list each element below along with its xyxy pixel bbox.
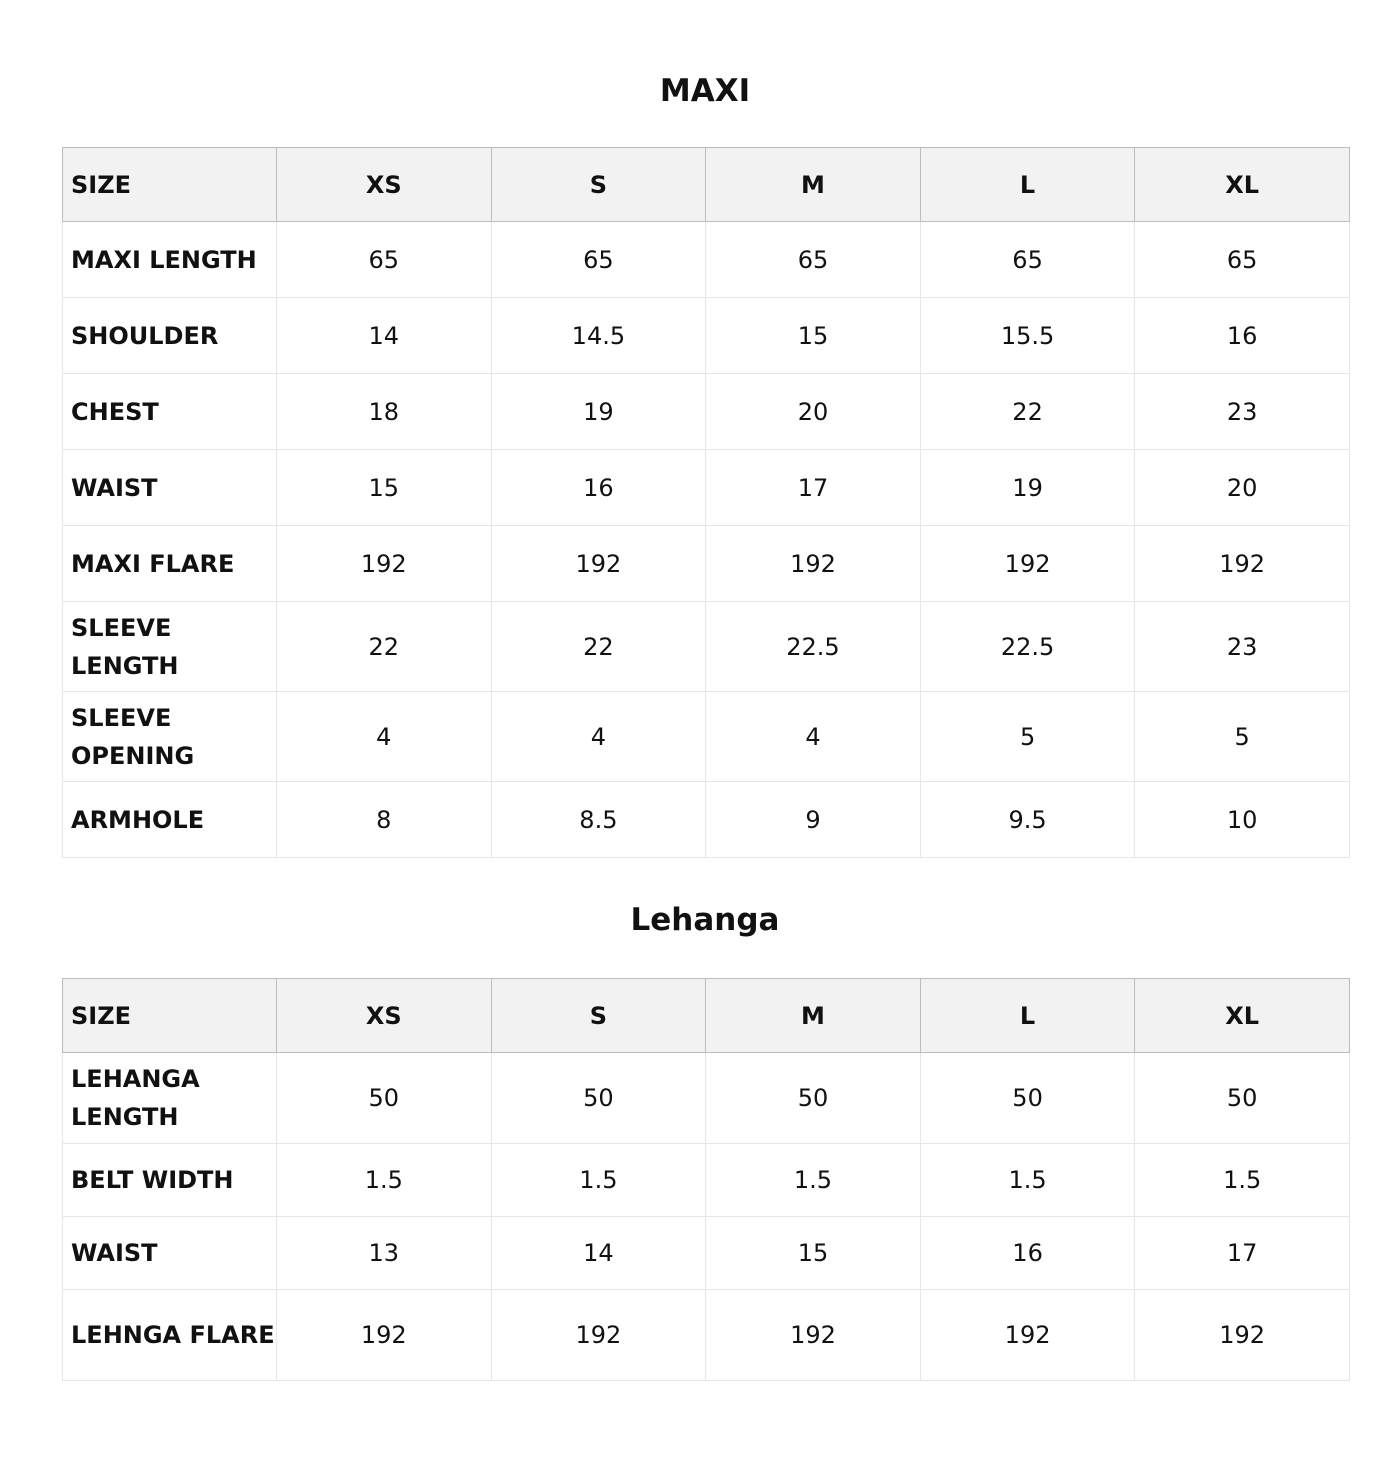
table-cell: 9 (706, 782, 921, 858)
table-cell: 22.5 (706, 602, 921, 692)
table-cell: 15 (706, 1217, 921, 1290)
table-cell: 8 (277, 782, 492, 858)
column-header: SIZE (63, 979, 277, 1053)
table-cell: 192 (1135, 1290, 1350, 1381)
table-cell: 16 (491, 450, 706, 526)
table-row (63, 602, 1350, 692)
table-cell: 15.5 (920, 298, 1135, 374)
table-cell: 1.5 (706, 1144, 921, 1217)
table-cell: 65 (1135, 222, 1350, 298)
table-cell: 22 (491, 602, 706, 692)
table-row (63, 1290, 1350, 1381)
table-row (63, 526, 1350, 602)
table-cell: 50 (920, 1053, 1135, 1144)
table-cell: 1.5 (920, 1144, 1135, 1217)
row-label: WAIST (63, 1217, 277, 1290)
column-header: M (706, 979, 921, 1053)
column-header: XS (277, 148, 492, 222)
table-cell: 19 (491, 374, 706, 450)
table-cell: 4 (277, 692, 492, 782)
column-header: XL (1135, 148, 1350, 222)
table-row (63, 692, 1350, 782)
row-label: SHOULDER (63, 298, 277, 374)
row-label: MAXI LENGTH (63, 222, 277, 298)
row-label: MAXI FLARE (63, 526, 277, 602)
table-cell: 192 (920, 1290, 1135, 1381)
table-cell: 5 (920, 692, 1135, 782)
table-cell: 5 (1135, 692, 1350, 782)
table-cell: 192 (1135, 526, 1350, 602)
column-header: L (920, 979, 1135, 1053)
maxi-size-table (62, 147, 1350, 858)
row-label: SLEEVE OPENING (63, 692, 277, 782)
table-cell: 192 (277, 1290, 492, 1381)
table-cell: 192 (920, 526, 1135, 602)
table-cell: 192 (277, 526, 492, 602)
table-cell: 8.5 (491, 782, 706, 858)
table-cell: 9.5 (920, 782, 1135, 858)
table-cell: 13 (277, 1217, 492, 1290)
table-cell: 192 (491, 526, 706, 602)
lehanga-size-table (62, 978, 1350, 1381)
table-cell: 1.5 (1135, 1144, 1350, 1217)
table-row (63, 1053, 1350, 1144)
maxi-title: MAXI (659, 73, 751, 109)
table-row (63, 374, 1350, 450)
table-row (63, 450, 1350, 526)
lehanga-title: Lehanga (630, 902, 780, 938)
table-cell: 16 (920, 1217, 1135, 1290)
row-label: WAIST (63, 450, 277, 526)
table-cell: 10 (1135, 782, 1350, 858)
table-cell: 15 (706, 298, 921, 374)
table-row (63, 222, 1350, 298)
table-cell: 18 (277, 374, 492, 450)
table-cell: 192 (706, 1290, 921, 1381)
table-cell: 65 (706, 222, 921, 298)
table-row (63, 1144, 1350, 1217)
column-header: M (706, 148, 921, 222)
table-cell: 192 (706, 526, 921, 602)
column-header: XS (277, 979, 492, 1053)
row-label: BELT WIDTH (63, 1144, 277, 1217)
table-cell: 19 (920, 450, 1135, 526)
table-cell: 50 (1135, 1053, 1350, 1144)
row-label: LEHANGA LENGTH (63, 1053, 277, 1144)
table-cell: 4 (706, 692, 921, 782)
table-row (63, 1217, 1350, 1290)
table-header-row (63, 979, 1350, 1053)
row-label: CHEST (63, 374, 277, 450)
table-cell: 65 (920, 222, 1135, 298)
table-cell: 1.5 (491, 1144, 706, 1217)
table-cell: 20 (1135, 450, 1350, 526)
column-header: S (491, 979, 706, 1053)
row-label: ARMHOLE (63, 782, 277, 858)
table-header-row (63, 148, 1350, 222)
table-cell: 4 (491, 692, 706, 782)
table-cell: 14.5 (491, 298, 706, 374)
table-cell: 22 (920, 374, 1135, 450)
table-row (63, 782, 1350, 858)
table-cell: 14 (491, 1217, 706, 1290)
table-cell: 22.5 (920, 602, 1135, 692)
table-cell: 50 (491, 1053, 706, 1144)
table-cell: 22 (277, 602, 492, 692)
row-label: SLEEVE LENGTH (63, 602, 277, 692)
table-cell: 14 (277, 298, 492, 374)
table-cell: 20 (706, 374, 921, 450)
table-cell: 16 (1135, 298, 1350, 374)
column-header: S (491, 148, 706, 222)
table-cell: 50 (706, 1053, 921, 1144)
table-cell: 17 (1135, 1217, 1350, 1290)
column-header: XL (1135, 979, 1350, 1053)
column-header: L (920, 148, 1135, 222)
row-label: LEHNGA FLARE (63, 1290, 277, 1381)
table-cell: 192 (491, 1290, 706, 1381)
table-cell: 1.5 (277, 1144, 492, 1217)
table-cell: 23 (1135, 602, 1350, 692)
column-header: SIZE (63, 148, 277, 222)
table-cell: 65 (491, 222, 706, 298)
table-cell: 23 (1135, 374, 1350, 450)
table-row (63, 298, 1350, 374)
table-cell: 17 (706, 450, 921, 526)
table-cell: 50 (277, 1053, 492, 1144)
table-cell: 65 (277, 222, 492, 298)
table-cell: 15 (277, 450, 492, 526)
